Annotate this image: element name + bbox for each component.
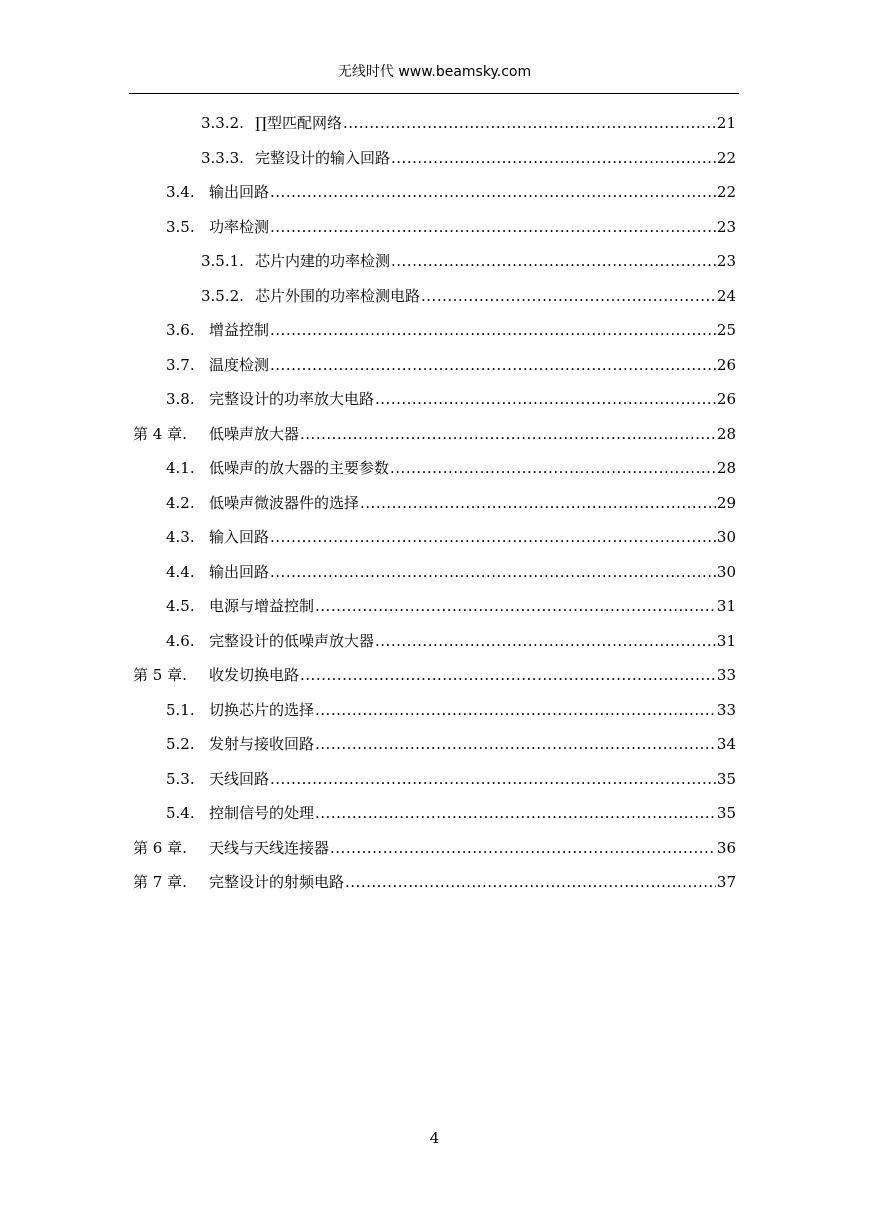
toc-entry-page: 25 bbox=[716, 321, 736, 339]
toc-entry-number: 3.3.2. bbox=[201, 114, 244, 132]
toc-entry-page: 26 bbox=[716, 355, 736, 374]
toc-entry-title: 输出回路 bbox=[209, 562, 270, 581]
toc-dot-leader bbox=[270, 769, 716, 789]
toc-entry-title: ∏型匹配网络 bbox=[255, 114, 342, 132]
toc-entry[interactable] bbox=[201, 244, 736, 278]
toc-dot-leader bbox=[270, 217, 716, 237]
toc-dot-leader bbox=[360, 493, 716, 513]
toc-entry-title: 电源与增益控制 bbox=[209, 597, 315, 615]
toc-dot-leader bbox=[300, 424, 716, 444]
toc-entry-page: 22 bbox=[716, 148, 736, 167]
toc-entry-number: 4.4. bbox=[166, 562, 195, 581]
toc-entry-number: 3.5.2. bbox=[201, 286, 244, 305]
toc-entry-page: 30 bbox=[716, 528, 736, 546]
toc-dot-leader bbox=[300, 665, 716, 685]
toc-entry-number: 3.3.3. bbox=[201, 148, 244, 167]
toc-entry[interactable] bbox=[166, 762, 736, 796]
toc-entry-title: 低噪声的放大器的主要参数 bbox=[209, 459, 390, 477]
toc-entry-number: 第 7 章. bbox=[133, 873, 187, 891]
toc-entry-number: 4.2. bbox=[166, 493, 195, 512]
toc-entry[interactable] bbox=[166, 796, 736, 830]
toc-entry-page: 21 bbox=[716, 114, 736, 132]
toc-entry-title: 切换芯片的选择 bbox=[209, 700, 315, 719]
toc-entry[interactable] bbox=[166, 693, 736, 727]
toc-entry[interactable] bbox=[166, 589, 736, 623]
toc-entry-page: 33 bbox=[716, 666, 736, 684]
toc-entry[interactable] bbox=[133, 417, 736, 451]
toc-dot-leader bbox=[270, 562, 716, 582]
toc-entry-title: 发射与接收回路 bbox=[209, 735, 315, 753]
toc-entry-title: 输入回路 bbox=[209, 528, 270, 546]
toc-entry-title: 天线与天线连接器 bbox=[209, 838, 330, 857]
toc-entry-title: 芯片内建的功率检测 bbox=[255, 252, 391, 270]
toc-entry-page: 31 bbox=[716, 631, 736, 650]
toc-entry-page: 37 bbox=[716, 873, 736, 891]
toc-dot-leader bbox=[391, 148, 716, 168]
toc-dot-leader bbox=[270, 527, 716, 547]
toc-entry-number: 5.3. bbox=[166, 769, 195, 788]
toc-entry-number: 第 6 章. bbox=[133, 838, 187, 857]
toc-dot-leader bbox=[315, 700, 716, 720]
toc-entry-page: 24 bbox=[716, 286, 736, 305]
toc-entry[interactable] bbox=[201, 279, 736, 313]
toc-entry-page: 33 bbox=[716, 700, 736, 719]
toc-entry-number: 3.7. bbox=[166, 355, 195, 374]
toc-entry-number: 3.5. bbox=[166, 217, 195, 236]
toc-entry-page: 34 bbox=[716, 735, 736, 753]
toc-entry-title: 输出回路 bbox=[209, 183, 270, 201]
toc-entry-title: 完整设计的射频电路 bbox=[209, 873, 345, 891]
toc-entry-page: 35 bbox=[716, 769, 736, 788]
toc-dot-leader bbox=[390, 458, 716, 478]
toc-dot-leader bbox=[315, 734, 716, 754]
toc-entry[interactable] bbox=[166, 175, 736, 209]
toc-entry-page: 35 bbox=[716, 804, 736, 822]
page-number: 4 bbox=[429, 1129, 440, 1147]
toc-entry[interactable] bbox=[166, 727, 736, 761]
toc-entry-number: 4.5. bbox=[166, 597, 195, 615]
toc-entry[interactable] bbox=[166, 451, 736, 485]
toc-entry-title: 天线回路 bbox=[209, 769, 270, 788]
toc-entry[interactable] bbox=[166, 486, 736, 520]
toc-entry-title: 完整设计的功率放大电路 bbox=[209, 390, 375, 408]
toc-dot-leader bbox=[343, 113, 716, 133]
toc-entry-number: 4.6. bbox=[166, 631, 195, 650]
toc-entry-page: 31 bbox=[716, 597, 736, 615]
toc-entry-page: 23 bbox=[716, 217, 736, 236]
toc-entry[interactable] bbox=[166, 520, 736, 554]
toc-entry-number: 4.3. bbox=[166, 528, 195, 546]
toc-entry-page: 36 bbox=[716, 838, 736, 857]
header-divider bbox=[129, 93, 739, 94]
toc-dot-leader bbox=[421, 286, 716, 306]
toc-entry[interactable] bbox=[201, 106, 736, 140]
toc-dot-leader bbox=[270, 320, 716, 340]
toc-dot-leader bbox=[375, 389, 716, 409]
toc-entry-page: 28 bbox=[716, 424, 736, 443]
toc-dot-leader bbox=[315, 596, 716, 616]
toc-dot-leader bbox=[375, 631, 716, 651]
toc-entry[interactable] bbox=[133, 865, 736, 899]
toc-entry-page: 23 bbox=[716, 252, 736, 270]
toc-entry-title: 功率检测 bbox=[209, 217, 270, 236]
toc-entry-title: 收发切换电路 bbox=[209, 666, 300, 684]
toc-entry-number: 4.1. bbox=[166, 459, 195, 477]
toc-dot-leader bbox=[391, 251, 716, 271]
toc-entry-number: 3.4. bbox=[166, 183, 195, 201]
toc-entry-number: 3.8. bbox=[166, 390, 195, 408]
toc-entry-title: 低噪声放大器 bbox=[209, 424, 300, 443]
toc-entry-page: 28 bbox=[716, 459, 736, 477]
toc-entry-title: 完整设计的输入回路 bbox=[255, 148, 391, 167]
toc-entry[interactable] bbox=[166, 555, 736, 589]
toc-entry-number: 5.2. bbox=[166, 735, 195, 753]
toc-entry-number: 第 5 章. bbox=[133, 666, 187, 684]
toc-entry[interactable] bbox=[166, 382, 736, 416]
toc-entry-page: 29 bbox=[716, 493, 736, 512]
toc-dot-leader bbox=[330, 838, 716, 858]
toc-entry-number: 3.5.1. bbox=[201, 252, 244, 270]
toc-entry[interactable] bbox=[166, 624, 736, 658]
toc-entry[interactable] bbox=[166, 210, 736, 244]
toc-entry[interactable] bbox=[133, 831, 736, 865]
toc-entry-title: 完整设计的低噪声放大器 bbox=[209, 631, 375, 650]
toc-entry[interactable] bbox=[201, 141, 736, 175]
toc-entry-number: 3.6. bbox=[166, 321, 195, 339]
toc-entry-page: 30 bbox=[716, 562, 736, 581]
page-header: 无线时代 www.beamsky.com bbox=[337, 64, 532, 80]
toc-dot-leader bbox=[270, 182, 716, 202]
toc-entry-title: 低噪声微波器件的选择 bbox=[209, 493, 360, 512]
toc-entry-title: 控制信号的处理 bbox=[209, 804, 315, 822]
toc-entry-number: 第 4 章. bbox=[133, 424, 187, 443]
toc-dot-leader bbox=[345, 872, 716, 892]
toc-entry-title: 增益控制 bbox=[209, 321, 270, 339]
toc-dot-leader bbox=[270, 355, 716, 375]
toc-entry-number: 5.1. bbox=[166, 700, 195, 719]
toc-entry[interactable] bbox=[166, 313, 736, 347]
toc-dot-leader bbox=[315, 803, 716, 823]
toc-entry-page: 22 bbox=[716, 183, 736, 201]
toc-entry[interactable] bbox=[166, 348, 736, 382]
toc-entry-title: 芯片外围的功率检测电路 bbox=[255, 286, 421, 305]
toc-entry[interactable] bbox=[133, 658, 736, 692]
toc-entry-number: 5.4. bbox=[166, 804, 195, 822]
toc-entry-title: 温度检测 bbox=[209, 355, 270, 374]
toc-entry-page: 26 bbox=[716, 390, 736, 408]
